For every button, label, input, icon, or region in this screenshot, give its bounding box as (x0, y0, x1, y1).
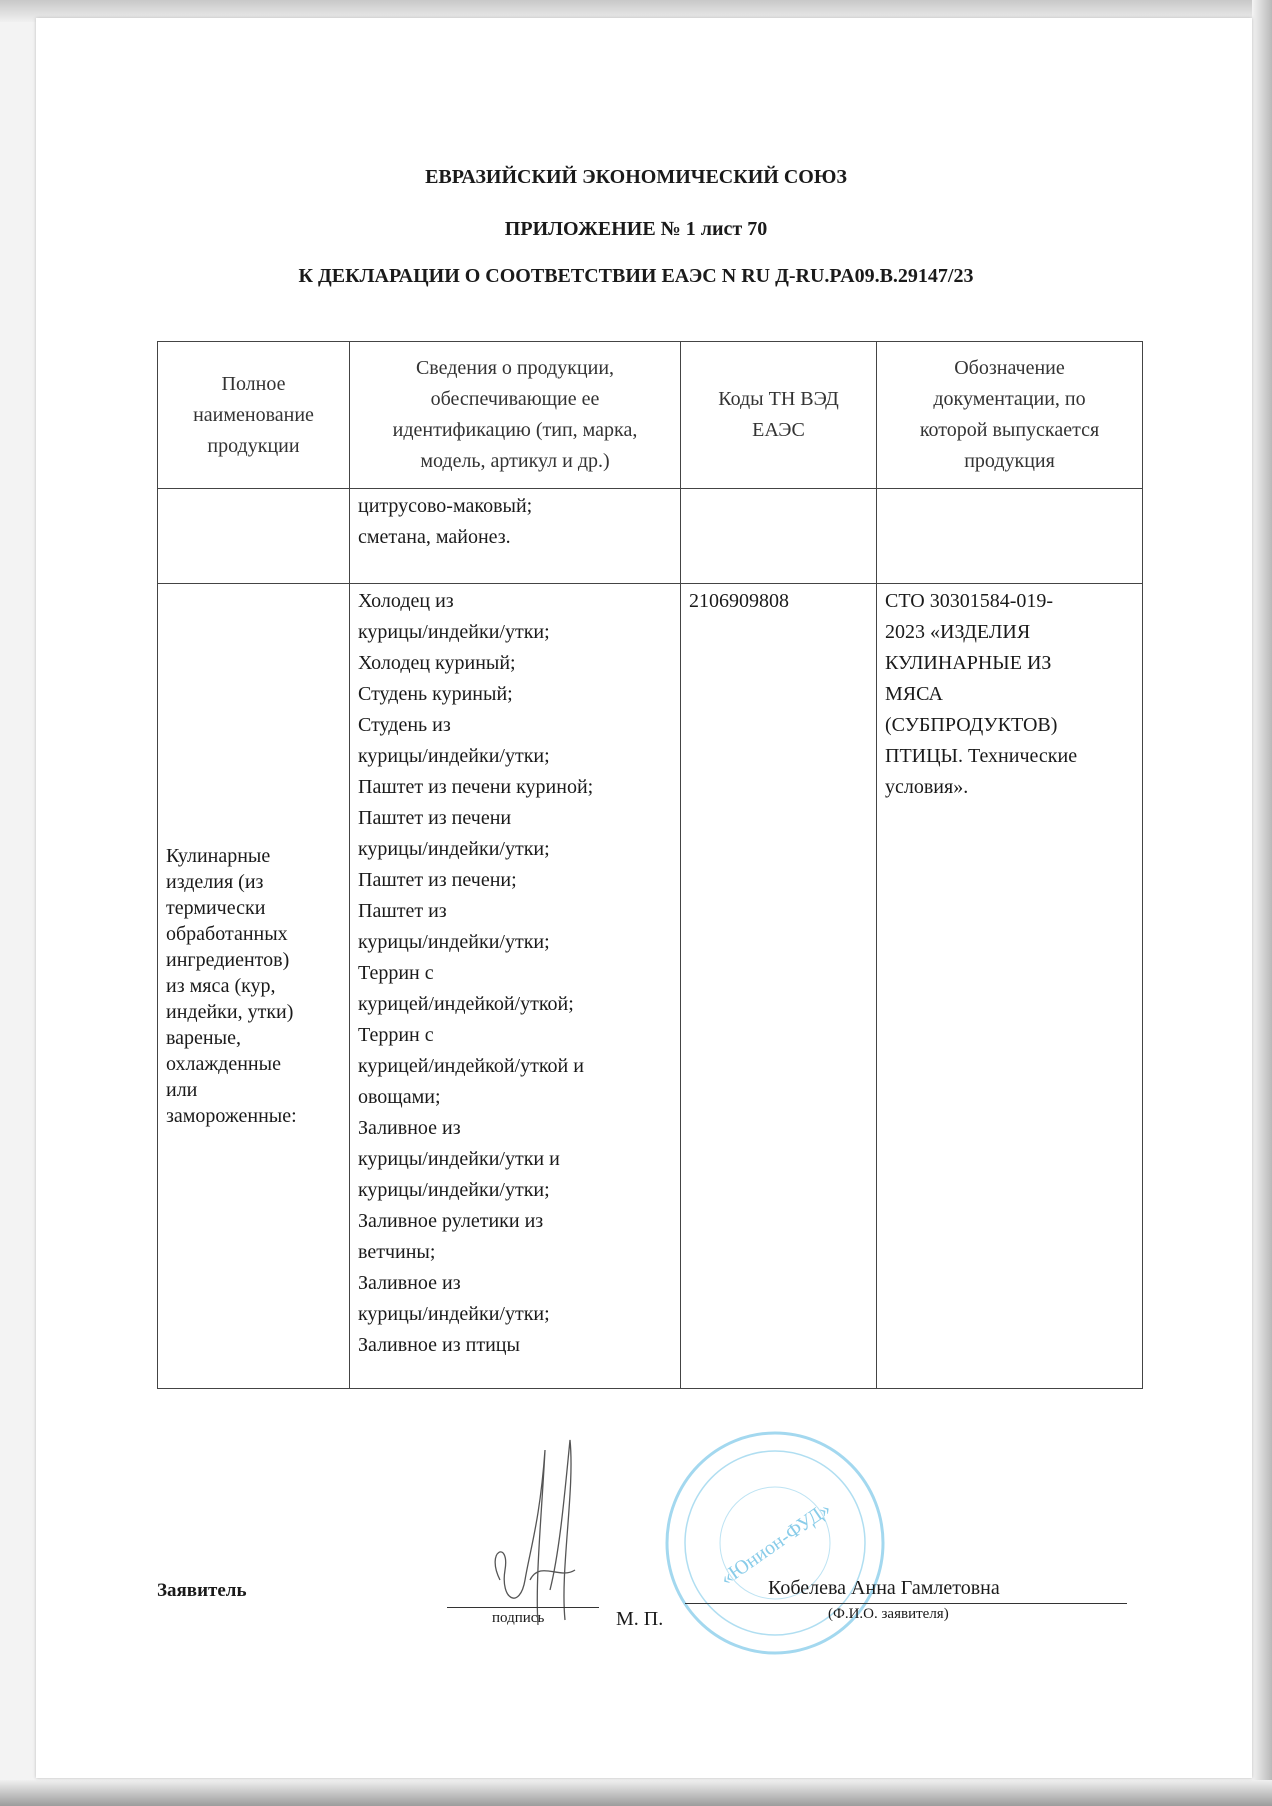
company-stamp (660, 1428, 890, 1658)
cell-text-line: КУЛИНАРНЫЕ ИЗ (885, 652, 1052, 674)
cell-text-line: которой выпускается (919, 419, 1100, 441)
cell-text-line: курицы/индейки/утки; (358, 1303, 550, 1325)
cell-text-line: наименование (193, 403, 314, 426)
header-documentation (877, 342, 1143, 489)
cell-name (158, 489, 350, 584)
cell-text-line: курицей/индейкой/уткой и (358, 1055, 584, 1077)
cell-text-line: вареные, (166, 1027, 241, 1049)
cell-text-line: обработанных (166, 923, 288, 945)
cell-text-line: ПТИЦЫ. Технические (885, 745, 1078, 767)
cell-text-line: Террин с (358, 1024, 434, 1046)
cell-text-line: изделия (из (166, 871, 264, 893)
declaration-title: К ДЕКЛАРАЦИИ О СООТВЕТСТВИИ ЕАЭС N RU Д-RU.PA09.B.29147/23 (298, 265, 974, 287)
cell-text-line: замороженные: (166, 1105, 297, 1127)
cell-doc (877, 584, 1143, 1389)
name-line (685, 1603, 1127, 1604)
cell-text-line: курицы/индейки/утки; (358, 745, 550, 767)
cell-text-line: Полное (221, 372, 286, 395)
cell-text-line: охлажденные (166, 1053, 281, 1075)
table-header-row (158, 342, 1143, 489)
header-tn-ved-codes (681, 342, 877, 489)
cell-text-line: Паштет из печени (358, 807, 512, 829)
signature-caption: подпись (492, 1610, 545, 1626)
cell-code: 2106909808 (681, 584, 877, 1389)
cell-text-line: Коды ТН ВЭД (718, 388, 839, 410)
svg-text:«Юнион-ФУД»: «Юнион-ФУД» (716, 1497, 835, 1590)
cell-info (350, 584, 681, 1389)
cell-text-line: курицы/индейки/утки; (358, 838, 550, 860)
name-caption: (Ф.И.О. заявителя) (828, 1606, 949, 1622)
cell-text-line: документации, по (933, 388, 1086, 410)
cell-text-line: Заливное рулетики из (358, 1210, 544, 1232)
signature-image (480, 1430, 620, 1630)
cell-text-line: Террин с (358, 962, 434, 984)
header-product-name (158, 342, 350, 489)
cell-text-line: термически (166, 897, 266, 919)
cell-text-line: ЕАЭС (752, 419, 805, 441)
cell-text-line: (СУБПРОДУКТОВ) (885, 714, 1058, 736)
cell-text-line: курицей/индейкой/уткой; (358, 993, 574, 1015)
cell-text-line: 2023 «ИЗДЕЛИЯ (885, 621, 1031, 643)
cell-text-line: продукция (964, 450, 1055, 472)
cell-text-line: курицы/индейки/утки; (358, 931, 550, 953)
cell-text-line: сметана, майонез. (358, 526, 511, 548)
cell-text-line: Холодец из (358, 590, 454, 612)
cell-code (681, 489, 877, 584)
cell-text-line: Сведения о продукции, (415, 357, 615, 379)
cell-text-line: Паштет из печени куриной; (358, 776, 594, 798)
cell-text-line: Заливное из птицы (358, 1334, 520, 1356)
cell-text-line: Паштет из (358, 900, 447, 922)
seal-mark: М. П. (616, 1608, 664, 1630)
cell-text-line: идентификацию (тип, марка, (392, 419, 638, 441)
header-product-info (350, 342, 681, 489)
cell-info (350, 489, 681, 584)
products-table (157, 341, 1143, 1389)
cell-text-line: из мяса (кур, (166, 975, 276, 997)
cell-text-line: Студень куриный; (358, 683, 513, 705)
cell-text-line: МЯСА (885, 683, 943, 705)
cell-text-line: овощами; (358, 1086, 441, 1108)
cell-text-line: Кулинарные (166, 845, 271, 867)
cell-text-line: индейки, утки) (166, 1001, 294, 1023)
cell-text-line: курицы/индейки/утки; (358, 1179, 550, 1201)
cell-text-line: или (166, 1079, 198, 1101)
cell-text-line: Обозначение (954, 357, 1065, 379)
cell-text-line: Паштет из печени; (358, 869, 517, 891)
union-title: ЕВРАЗИЙСКИЙ ЭКОНОМИЧЕСКИЙ СОЮЗ (425, 166, 847, 188)
signature-line (447, 1607, 599, 1608)
scan-edge-bottom (0, 1780, 1272, 1806)
cell-text-line: СТО 30301584-019- (885, 590, 1054, 612)
cell-doc (877, 489, 1143, 584)
cell-text-line: Заливное из (358, 1272, 461, 1294)
cell-text-line: условия». (885, 776, 969, 798)
appendix-title: ПРИЛОЖЕНИЕ № 1 лист 70 (504, 218, 768, 240)
applicant-name: Кобелева Анна Гамлетовна (768, 1577, 1000, 1599)
cell-name (158, 584, 350, 1389)
cell-text-line: курицы/индейки/утки и (358, 1148, 560, 1170)
cell-text-line: продукции (207, 434, 300, 457)
cell-text-line: обеспечивающие ее (430, 388, 600, 410)
cell-text-line: Холодец куриный; (358, 652, 516, 674)
cell-text-line: цитрусово-маковый; (358, 495, 533, 517)
table-row (158, 584, 1143, 1389)
cell-text-line: модель, артикул и др.) (420, 450, 610, 472)
table-row (158, 489, 1143, 584)
applicant-label: Заявитель (157, 1580, 247, 1601)
cell-text-line: курицы/индейки/утки; (358, 621, 550, 643)
cell-text-line: Заливное из (358, 1117, 461, 1139)
cell-text-line: ингредиентов) (166, 949, 290, 971)
cell-text-line: ветчины; (358, 1241, 436, 1263)
cell-text-line: Студень из (358, 714, 451, 736)
